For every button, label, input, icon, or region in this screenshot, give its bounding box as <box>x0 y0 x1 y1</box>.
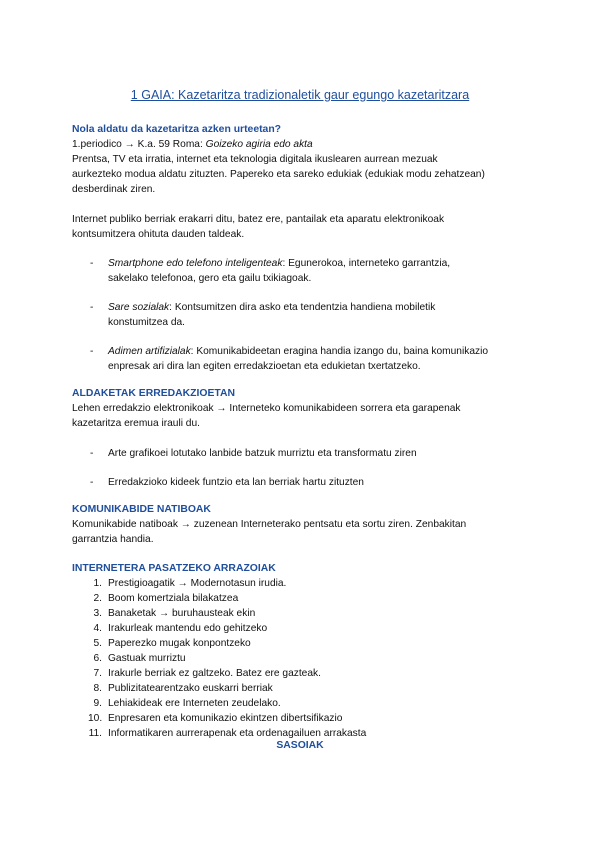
bullet-item-continuation: sakelako telefonoa, gero eta gailu txikiagoak. <box>108 273 312 284</box>
paragraph-line: Komunikabide natiboak → zuzenean Interneterako pentsatu eta sortu ziren. Zenbakitan <box>72 519 467 530</box>
section-heading-internetera: INTERNETERA PASATZEKO ARRAZOIAK <box>72 563 276 574</box>
list-item: Prestigioagatik → Modernotasun irudia. <box>108 578 287 589</box>
bullet-dash: - <box>90 302 94 313</box>
paragraph-line: aurkezteko modua aldatu zituzten. Papereko eta sareko edukiak (edukiak modu zehatzean) <box>72 169 485 180</box>
list-item: Gastuak murriztu <box>108 653 186 664</box>
bullet-item-smartphone: Smartphone edo telefono inteligenteak: Egunerokoa, interneteko garrantzia, <box>108 258 451 269</box>
bullet-item: Arte grafikoei lotutako lanbide batzuk murriztu eta transformatu ziren <box>108 448 417 459</box>
list-item: Publizitatearentzako euskarri berriak <box>108 683 273 694</box>
bullet-item-sare-sozialak: Sare sozialak: Kontsumitzen dira asko eta tendentzia handiena mobiletik <box>108 302 436 313</box>
section-heading-sasoiak: SASOIAK <box>276 740 324 751</box>
section-heading-nola-aldatu: Nola aldatu da kazetaritza azken urteetan? <box>72 124 282 135</box>
list-item-number: 11. <box>88 728 102 739</box>
list-item: Boom komertziala bilakatzea <box>108 593 239 604</box>
list-item: Banaketak → buruhausteak ekin <box>108 608 256 619</box>
list-item-number: 3. <box>93 608 102 619</box>
list-item-number: 8. <box>93 683 102 694</box>
section-heading-komunikabide-natiboak: KOMUNIKABIDE NATIBOAK <box>72 504 211 515</box>
list-item-number: 6. <box>93 653 102 664</box>
list-item: Lehiakideak ere Interneten zeudelako. <box>108 698 281 709</box>
list-item-number: 1. <box>93 578 102 589</box>
list-item: Paperezko mugak konpontzeko <box>108 638 251 649</box>
paragraph-line: kazetaritza eremua irauli du. <box>72 418 200 429</box>
list-item-number: 9. <box>93 698 102 709</box>
page-title: 1 GAIA: Kazetaritza tradizionaletik gaur egungo kazetaritzara <box>130 88 470 102</box>
bullet-item: Erredakzioko kideek funtzio eta lan berriak hartu zituzten <box>108 477 364 488</box>
paragraph-line: Internet publiko berriak erakarri ditu, batez ere, pantailak eta aparatu elektronikoak <box>72 214 445 225</box>
section-heading-aldaketak: ALDAKETAK ERREDAKZIOETAN <box>72 388 235 399</box>
list-item: Irakurleak mantendu edo gehitzeko <box>108 623 268 634</box>
list-item-number: 5. <box>93 638 102 649</box>
paragraph-line: desberdinak ziren. <box>72 184 156 195</box>
paragraph-line: kontsumitzera ohituta dauden taldeak. <box>72 229 245 240</box>
paragraph-line: garrantzia handia. <box>72 534 154 545</box>
bullet-dash: - <box>90 258 94 269</box>
paragraph-line: Prentsa, TV eta irratia, internet eta teknologia digitala ikuslearen aurrean mezuak <box>72 154 438 165</box>
bullet-item-continuation: konstumitzea da. <box>108 317 186 328</box>
list-item: Enpresaren eta komunikazio ekintzen dibertsifikazio <box>108 713 343 724</box>
list-item: Irakurle berriak ez galtzeko. Batez ere gazteak. <box>108 668 321 679</box>
list-item: Informatikaren aurrerapenak eta ordenagailuen arrakasta <box>108 728 367 739</box>
bullet-dash: - <box>90 477 94 488</box>
list-item-number: 2. <box>93 593 102 604</box>
bullet-item-adimen-artifizialak: Adimen artifizialak: Komunikabideetan eragina handia izango du, baina komunikazio <box>108 346 489 357</box>
bullet-dash: - <box>90 448 94 459</box>
paragraph-line: 1.periodico → K.a. 59 Roma: Goizeko agiria edo akta <box>72 139 313 150</box>
bullet-dash: - <box>90 346 94 357</box>
paragraph-line: Lehen erredakzio elektronikoak → Interneteko komunikabideen sorrera eta garapenak <box>72 403 461 414</box>
bullet-item-continuation: enpresak ari dira lan egiten erredakzioetan eta edukietan txertatzeko. <box>108 361 421 372</box>
list-item-number: 7. <box>93 668 102 679</box>
list-item-number: 4. <box>93 623 102 634</box>
list-item-number: 10. <box>88 713 103 724</box>
